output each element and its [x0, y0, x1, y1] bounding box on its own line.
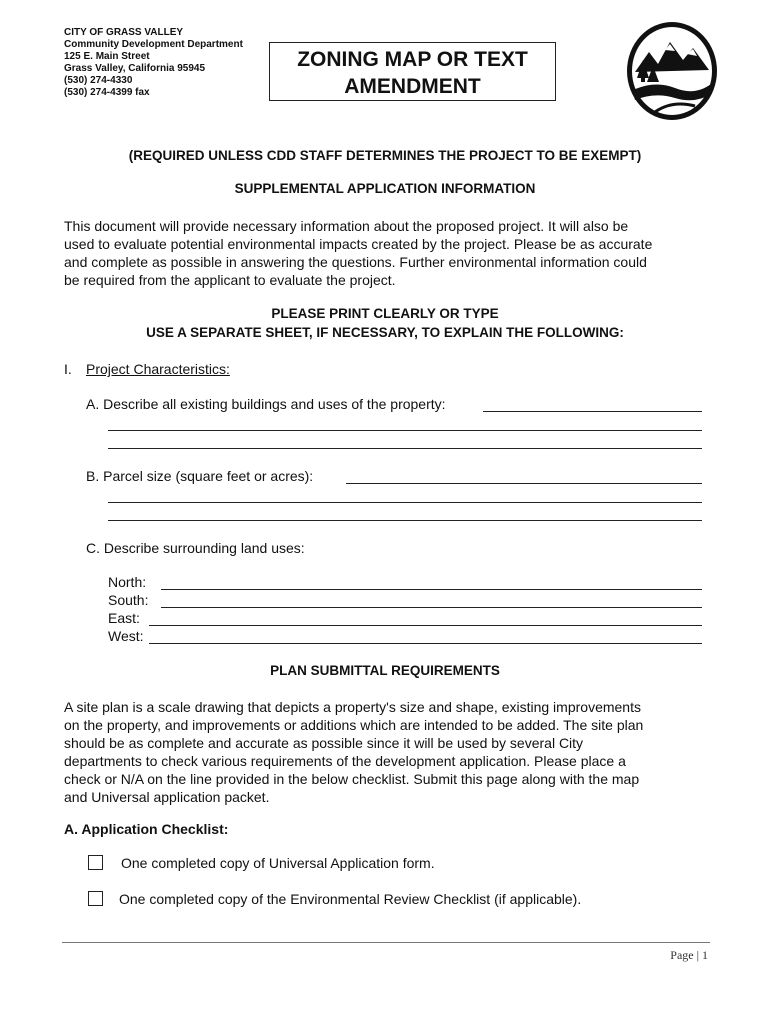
document-title — [269, 42, 556, 101]
title-line-2: AMENDMENT — [344, 75, 481, 98]
paragraph-line: be required from the applicant to evaluate the project. — [64, 272, 396, 288]
title-line-1: ZONING MAP OR TEXT — [297, 48, 528, 71]
paragraph-line: departments to check various requirements of the development application. Please place a — [64, 753, 626, 769]
checklist-heading: A. Application Checklist: — [64, 821, 229, 837]
checklist-checkbox-environmental[interactable] — [88, 891, 103, 906]
paragraph-line: and Universal application packet. — [64, 789, 270, 805]
paragraph-line: should be as complete and accurate as possible since it will be used by several City — [64, 735, 584, 751]
answer-b-line-3[interactable] — [108, 506, 702, 521]
footer-divider — [62, 942, 710, 943]
east-answer-line[interactable] — [149, 611, 702, 626]
plan-submittal-heading: PLAN SUBMITTAL REQUIREMENTS — [270, 663, 500, 678]
city-seal-logo-icon — [625, 20, 719, 122]
supplemental-heading: SUPPLEMENTAL APPLICATION INFORMATION — [234, 181, 536, 196]
question-b-label: B. Parcel size (square feet or acres): — [86, 468, 314, 484]
address-line: CITY OF GRASS VALLEY — [64, 27, 184, 38]
answer-b-line-2[interactable] — [108, 488, 702, 503]
intro-paragraph — [64, 217, 706, 289]
north-label: North: — [108, 574, 147, 590]
checklist-checkbox-universal[interactable] — [88, 855, 103, 870]
checklist-item-universal: One completed copy of Universal Application form. — [121, 855, 435, 871]
required-note: (REQUIRED UNLESS CDD STAFF DETERMINES THE PROJECT TO BE EXEMPT) — [128, 148, 642, 163]
address-line: Grass Valley, California 95945 — [64, 63, 206, 74]
south-answer-line[interactable] — [161, 593, 702, 608]
question-a-label: A. Describe all existing buildings and uses of the property: — [86, 396, 446, 412]
paragraph-line: on the property, and improvements or additions which are intended to be added. The site plan — [64, 717, 644, 733]
west-answer-line[interactable] — [149, 629, 702, 644]
paragraph-line: check or N/A on the line provided in the below checklist. Submit this page along with the map — [64, 771, 640, 787]
east-label: East: — [108, 610, 140, 626]
paragraph-line: A site plan is a scale drawing that depicts a property's size and shape, existing improvements — [64, 699, 641, 715]
answer-a-line-3[interactable] — [108, 434, 702, 449]
section-title: Project Characteristics: — [86, 361, 230, 377]
south-label: South: — [108, 592, 149, 608]
plan-paragraph — [64, 698, 706, 806]
question-c-label: C. Describe surrounding land uses: — [86, 540, 305, 556]
north-answer-line[interactable] — [161, 575, 702, 590]
section-numeral: I. — [64, 361, 72, 377]
separate-sheet-heading: USE A SEPARATE SHEET, IF NECESSARY, TO EXPLAIN THE FOLLOWING: — [146, 325, 624, 340]
west-label: West: — [108, 628, 144, 644]
page-number: Page | 1 — [670, 948, 708, 962]
paragraph-line: and complete as possible in answering the questions. Further environmental information could — [64, 254, 647, 270]
department-address — [64, 27, 243, 99]
answer-a-line-1[interactable] — [483, 397, 702, 412]
address-line: (530) 274-4330 — [64, 75, 133, 86]
answer-a-line-2[interactable] — [108, 416, 702, 431]
address-line: (530) 274-4399 fax — [64, 87, 150, 98]
address-line: 125 E. Main Street — [64, 51, 150, 62]
paragraph-line: used to evaluate potential environmental impacts created by the project. Please be as accurate — [64, 236, 653, 252]
answer-b-line-1[interactable] — [346, 469, 702, 484]
checklist-item-environmental: One completed copy of the Environmental Review Checklist (if applicable). — [119, 891, 582, 907]
address-line: Community Development Department — [64, 39, 243, 50]
print-clearly-heading: PLEASE PRINT CLEARLY OR TYPE — [271, 306, 499, 321]
paragraph-line: This document will provide necessary information about the proposed project. It will also be — [64, 218, 629, 234]
